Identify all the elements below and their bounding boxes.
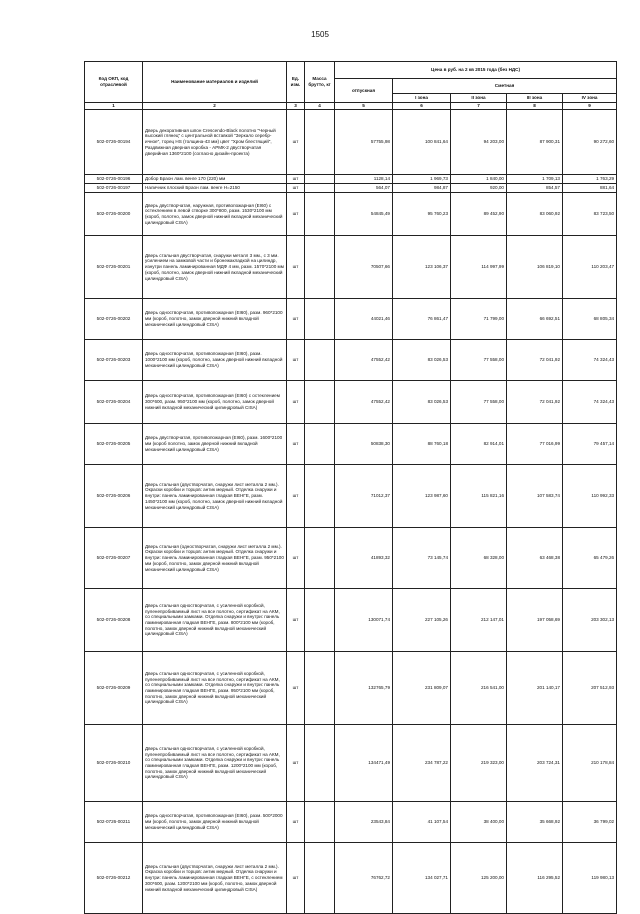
item-weight [305, 589, 335, 652]
item-name: Дверь одностворчатая, противопожарная (EI60), разм. 1000*2100 мм (короб, полотно, замок дверной нижний вкладной механический цилиндровый CISA) [143, 340, 287, 381]
item-weight [305, 193, 335, 236]
price-zone-2: 77 558,00 [451, 340, 507, 381]
header-zone-4: IV зона [563, 94, 617, 103]
column-number: 2 [143, 103, 287, 110]
table-row [85, 175, 617, 184]
item-unit: шт [287, 465, 305, 528]
table-row [85, 110, 617, 175]
item-name: Дверь одностворчатая, противопожарная (EI60), разм. 500*2000 мм (короб, полотно, замок дверной нижний вкладной механический цилиндровый CISA) [143, 802, 287, 843]
price-zone-3: 203 724,31 [507, 725, 563, 802]
table-row [85, 193, 617, 236]
price-zone-4: 79 457,14 [563, 424, 617, 465]
price-zone-3: 35 668,92 [507, 802, 563, 843]
item-unit: шт [287, 184, 305, 193]
price-zone-1: 123 106,37 [393, 236, 451, 299]
price-zone-3: 106 819,10 [507, 236, 563, 299]
price-release: 564,07 [335, 184, 393, 193]
item-unit: шт [287, 802, 305, 843]
price-zone-2: 1 840,00 [451, 175, 507, 184]
item-code: 502-0726-00203 [85, 340, 143, 381]
item-code: 502-0726-00204 [85, 381, 143, 424]
item-code: 502-0726-00208 [85, 589, 143, 652]
price-zone-3: 201 140,17 [507, 652, 563, 725]
item-unit: шт [287, 175, 305, 184]
price-zone-4: 68 805,34 [563, 299, 617, 340]
item-code: 502-0726-00201 [85, 236, 143, 299]
item-code: 502-0726-00206 [85, 465, 143, 528]
item-name: Дверь стальная одностворчатая, с усиленной коробкой, пуленепробиваемый лист на все полотно, сертификат на АКМ, со специальными замками. Отделка снаружи и внутри: панель ламинированная гладкая ВЕНГЕ, разм. 800*2100 мм (короб, полотно, замок дверной нижний вкладной механический цилиндровый CISA) [143, 589, 287, 652]
table-row [85, 589, 617, 652]
item-code: 502-0726-00212 [85, 843, 143, 914]
item-unit: шт [287, 340, 305, 381]
price-zone-1: 95 760,23 [393, 193, 451, 236]
price-zone-2: 82 914,01 [451, 424, 507, 465]
table-row [85, 652, 617, 725]
item-name: Дверь стальная (двустворчатая, снаружи лист металла 2 мм.). Окраска коробки и торцов: антик медный. Отделка снаружи и внутри: панель ламинированная гладкая ВЕНГЕ, с остеклением 300*600, разм. 1200*2100 мм (короб, полотно, замок дверной нижний вкладной механический цилиндровый CISA) [143, 843, 287, 914]
table-row [85, 184, 617, 193]
price-zone-4: 210 178,84 [563, 725, 617, 802]
item-weight [305, 299, 335, 340]
price-zone-3: 72 041,92 [507, 381, 563, 424]
price-zone-4: 110 992,33 [563, 465, 617, 528]
item-weight [305, 110, 335, 175]
price-zone-4: 74 324,43 [563, 381, 617, 424]
price-zone-1: 123 987,60 [393, 465, 451, 528]
item-weight [305, 340, 335, 381]
price-zone-2: 115 821,16 [451, 465, 507, 528]
item-unit: шт [287, 725, 305, 802]
item-name: Дверь стальная одностворчатая, с усиленной коробкой, пуленепробиваемый лист на все полотно, сертификат на АКМ, со специальными замками. Отделка снаружи и внутри: панель ламинированная гладкая ВЕНГЕ, разм. 1200*2100 мм (короб, полотно, замок дверной нижний вкладной механический цилиндровый CISA) [143, 725, 287, 802]
price-release: 50838,30 [335, 424, 393, 465]
price-zone-4: 119 980,13 [563, 843, 617, 914]
price-release: 47552,42 [335, 381, 393, 424]
price-zone-4: 83 723,50 [563, 193, 617, 236]
price-release: 23543,84 [335, 802, 393, 843]
header-code: Код ОКП, код отраслевой [85, 62, 143, 103]
table-row [85, 725, 617, 802]
price-release: 44021,46 [335, 299, 393, 340]
table-row [85, 381, 617, 424]
table-row [85, 528, 617, 589]
price-release: 71012,37 [335, 465, 393, 528]
column-number: 1 [85, 103, 143, 110]
price-zone-2: 212 147,01 [451, 589, 507, 652]
item-name: Дверь одностворчатая, противопожарная (EI60) с остеклением 300*600, разм. 950*2100 мм (короб, полотно, замок дверной нижний вкладной механический цилиндровый CISA) [143, 381, 287, 424]
price-zone-3: 116 295,52 [507, 843, 563, 914]
item-name: Дверь стальная (двустворчатая, снаружи лист металла 2 мм.). Окраски коробки и торцов: антик медный. Отделка снаружи и внутри: панель ламинированная гладкая ВЕНГЕ, разм. 1450*2100 мм (короб, полотно, замок дверной нижний вкладной механический цилиндровый CISA) [143, 465, 287, 528]
header-zone-2: II зона [451, 94, 507, 103]
item-weight [305, 528, 335, 589]
price-zone-3: 197 058,69 [507, 589, 563, 652]
item-name: Дверь двустворчатая, противопожарная (EI60), разм. 1600*2100 мм (короб полотно, замок дверной нижний вкладной механический цилиндровый CISA) [143, 424, 287, 465]
price-zone-2: 219 323,00 [451, 725, 507, 802]
item-unit: шт [287, 528, 305, 589]
header-weight: Масса брутто, кг [305, 62, 335, 103]
price-release: 130071,74 [335, 589, 393, 652]
item-unit: шт [287, 652, 305, 725]
item-name: Дверь двустворчатая, наружная, противопожарная (EI60) с остеклением в левой створке 300*800, разм. 1530*2100 мм (короб, полотно, замок дверной нижний вкладной механический цилиндровый CISA) [143, 193, 287, 236]
table-row [85, 843, 617, 914]
price-zone-3: 854,57 [507, 184, 563, 193]
price-zone-2: 125 200,00 [451, 843, 507, 914]
price-zone-1: 100 841,64 [393, 110, 451, 175]
header-zone-1: I зона [393, 94, 451, 103]
price-table [84, 61, 617, 914]
column-number: 9 [563, 103, 617, 110]
column-number-row [85, 103, 617, 110]
item-unit: шт [287, 381, 305, 424]
item-unit: шт [287, 424, 305, 465]
price-zone-3: 77 016,99 [507, 424, 563, 465]
price-release: 1128,14 [335, 175, 393, 184]
header-name: Наименование материалов и изделий [143, 62, 287, 103]
item-code: 502-0726-00196 [85, 175, 143, 184]
item-unit: шт [287, 299, 305, 340]
price-release: 57755,98 [335, 110, 393, 175]
header-release: отпускная [335, 79, 393, 103]
price-release: 47552,42 [335, 340, 393, 381]
price-release: 132765,79 [335, 652, 393, 725]
price-release: 54845,49 [335, 193, 393, 236]
item-code: 502-0726-00209 [85, 652, 143, 725]
table-row [85, 465, 617, 528]
price-zone-1: 984,87 [393, 184, 451, 193]
item-weight [305, 652, 335, 725]
price-zone-3: 1 709,13 [507, 175, 563, 184]
column-number: 6 [393, 103, 451, 110]
price-zone-1: 227 105,26 [393, 589, 451, 652]
item-weight [305, 802, 335, 843]
price-zone-2: 920,00 [451, 184, 507, 193]
item-name: Наличник плоский Браон лам. венге Н=2150 [143, 184, 287, 193]
price-zone-4: 203 302,13 [563, 589, 617, 652]
item-code: 502-0726-00200 [85, 193, 143, 236]
price-release: 76762,72 [335, 843, 393, 914]
item-unit: шт [287, 193, 305, 236]
price-zone-3: 87 900,31 [507, 110, 563, 175]
price-zone-4: 90 272,60 [563, 110, 617, 175]
table-row [85, 802, 617, 843]
price-zone-1: 83 026,53 [393, 340, 451, 381]
price-zone-2: 71 799,00 [451, 299, 507, 340]
price-zone-1: 83 026,53 [393, 381, 451, 424]
item-name: Дверь декоративная шпон Crescendo-Black полотно "Черный высокий глянец" с центральной вставкой "Зеркало серебр-ичное", торец HS (толщина-43 мм) цвет "Хром блестящий", Раздвижная дверная коробка - АРМК-2 двустворчатая дверийная 1360*2100 (согласно дизайн-проекта) [143, 110, 287, 175]
price-zone-4: 1 763,29 [563, 175, 617, 184]
item-weight [305, 465, 335, 528]
item-weight [305, 236, 335, 299]
price-zone-3: 83 060,92 [507, 193, 563, 236]
price-zone-2: 68 328,00 [451, 528, 507, 589]
item-weight [305, 381, 335, 424]
table-row [85, 236, 617, 299]
price-zone-1: 134 027,71 [393, 843, 451, 914]
table-row [85, 424, 617, 465]
price-zone-4: 110 203,47 [563, 236, 617, 299]
price-zone-4: 36 799,02 [563, 802, 617, 843]
price-zone-2: 216 541,00 [451, 652, 507, 725]
column-number: 8 [507, 103, 563, 110]
price-zone-1: 1 969,73 [393, 175, 451, 184]
item-code: 502-0726-00210 [85, 725, 143, 802]
header-estimate: Сметная [393, 79, 617, 94]
table-row [85, 340, 617, 381]
item-code: 502-0726-00202 [85, 299, 143, 340]
item-code: 502-0726-00205 [85, 424, 143, 465]
item-unit: шт [287, 589, 305, 652]
item-unit: шт [287, 110, 305, 175]
item-name: Дверь стальная (одностворчатая, снаружи лист металла 2 мм.). Окраски коробки и торцов: антик медный. Отделка снаружи и внутри: панель ламинированная гладкая ВЕНГЕ, разм. 950*2100 мм (короб, полотно, замок дверной нижний вкладной механический цилиндровый CISA) [143, 528, 287, 589]
price-zone-1: 73 145,74 [393, 528, 451, 589]
column-number: 3 [287, 103, 305, 110]
price-zone-2: 77 558,00 [451, 381, 507, 424]
price-zone-2: 38 400,00 [451, 802, 507, 843]
price-zone-1: 231 809,07 [393, 652, 451, 725]
price-zone-3: 72 041,92 [507, 340, 563, 381]
price-zone-1: 41 107,54 [393, 802, 451, 843]
price-zone-4: 65 479,26 [563, 528, 617, 589]
price-zone-4: 74 324,43 [563, 340, 617, 381]
item-unit: шт [287, 236, 305, 299]
column-number: 4 [305, 103, 335, 110]
item-code: 502-0726-00194 [85, 110, 143, 175]
column-number: 5 [335, 103, 393, 110]
price-release: 134471,49 [335, 725, 393, 802]
item-weight [305, 184, 335, 193]
price-zone-2: 114 997,99 [451, 236, 507, 299]
item-weight [305, 175, 335, 184]
item-code: 502-0726-00207 [85, 528, 143, 589]
item-weight [305, 725, 335, 802]
header-zone-3: III зона [507, 94, 563, 103]
price-zone-4: 881,64 [563, 184, 617, 193]
price-zone-1: 234 787,22 [393, 725, 451, 802]
price-release: 70507,66 [335, 236, 393, 299]
header-price-title: Цена в руб. на 2 кв 2015 года (без НДС) [335, 62, 617, 79]
price-zone-4: 207 512,93 [563, 652, 617, 725]
price-zone-3: 63 468,38 [507, 528, 563, 589]
table-row [85, 299, 617, 340]
item-name: Добор Браон лам. венге 170 (220) мм [143, 175, 287, 184]
price-release: 41893,32 [335, 528, 393, 589]
item-unit: шт [287, 843, 305, 914]
item-code: 502-0726-00197 [85, 184, 143, 193]
price-zone-3: 66 692,51 [507, 299, 563, 340]
price-zone-1: 76 861,47 [393, 299, 451, 340]
item-name: Дверь стальная одностворчатая, с усиленной коробкой, пуленепробиваемый лист на все полотно, сертификат на АКМ, со специальными замками. Отделка снаружи и внутри: панель ламинированная гладкая ВЕНГЕ, разм. 950*2100 мм (короб, полотно, замок дверной нижний вкладной механический цилиндровый CISA) [143, 652, 287, 725]
price-zone-2: 94 203,00 [451, 110, 507, 175]
header-unit: Ед. изм. [287, 62, 305, 103]
item-name: Дверь стальная двустворчатая, снаружи металл 3 мм., с 3 мм. усилением на замковой части и бронежакладкой на цилиндр, изнутри панель ламинированная МДФ 4 мм, разм. 1570*2100 мм (короб, полотно, замок дверной нижний вкладной механический цилиндровый CISA) [143, 236, 287, 299]
price-zone-1: 88 760,18 [393, 424, 451, 465]
item-weight [305, 424, 335, 465]
price-zone-3: 107 583,74 [507, 465, 563, 528]
item-code: 502-0726-00211 [85, 802, 143, 843]
item-name: Дверь одностворчатая, противопожарная (EI60), разм. 960*2100 мм (короб, полотно, замок дверной нижний вкладной механический цилиндровый CISA) [143, 299, 287, 340]
column-number: 7 [451, 103, 507, 110]
item-weight [305, 843, 335, 914]
price-zone-2: 89 452,90 [451, 193, 507, 236]
page-number: 1505 [311, 30, 329, 39]
